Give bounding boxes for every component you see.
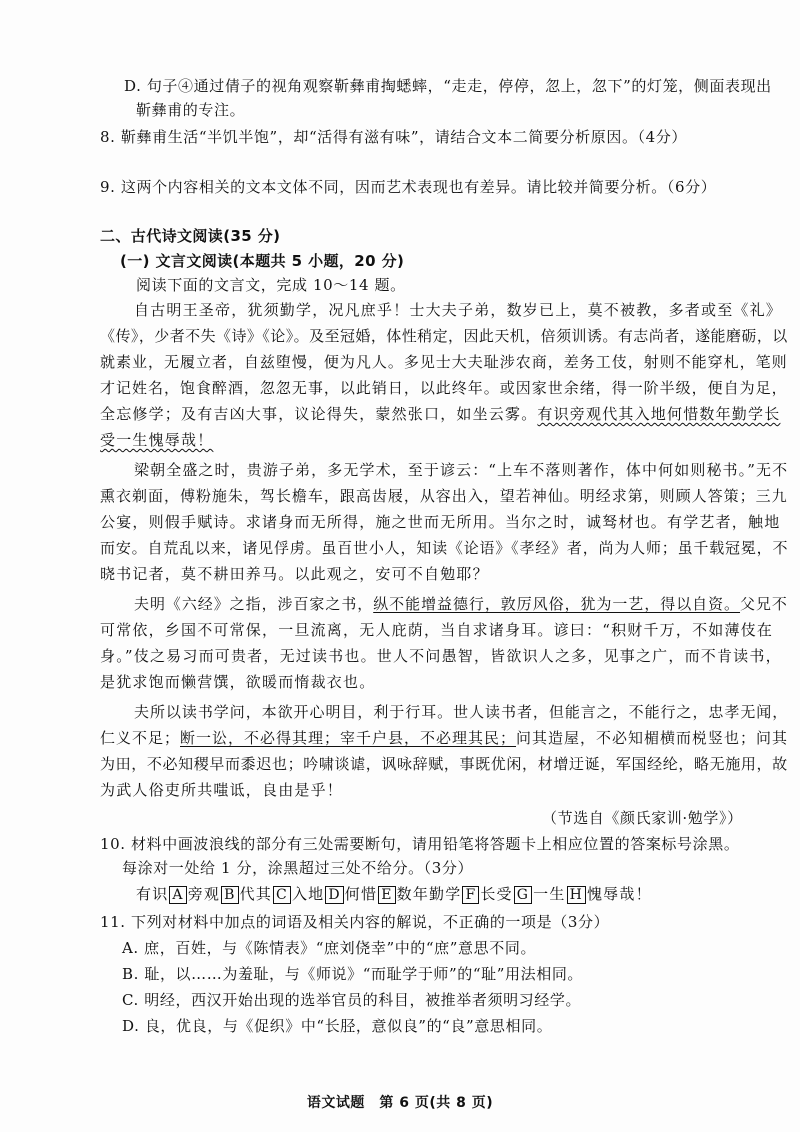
passage-p2-line: 熏衣剃面，傅粉施朱，驾长檐车，跟高齿屐，从容出入，望若神仙。明经求第，则顾人答策；三九 (100, 487, 788, 505)
sentence-segment: 何惜 (344, 885, 378, 903)
passage-p3-line: 身。”伎之易习而可贵者，无过读书也。世人不问愚智，皆欲识人之多，见事之广，而不肯读书， (100, 647, 782, 665)
passage-p1-line: 《传》，少者不失《诗》《论》。及至冠婚，体性稍定，因此天机，倍须训诱。有志尚者，遂能磨砺，以 (100, 327, 788, 345)
page-footer: 语文试题 第 6 页(共 8 页) (306, 1095, 494, 1111)
passage-source: （节选自《颜氏家训·勉学》） (542, 809, 743, 827)
wavy-underlined-text: 有识旁观代其入地何惜数年勤学长 (537, 405, 781, 423)
passage-p3-line: 是犹求饱而懒营馔，欲暖而惰裁衣也。 (100, 673, 376, 691)
passage-p4-line: 为武人俗吏所共嗤诋，良由是乎！ (100, 781, 344, 799)
q7-option-d-line2: 靳彝甫的专注。 (136, 101, 246, 119)
break-option-d[interactable]: D (325, 886, 343, 904)
sentence-segment: 愧辱哉！ (586, 885, 652, 903)
underlined-text: 断一讼，不必得其理；宰千户县，不必理其民； (180, 729, 517, 747)
sentence-segment: 代其 (239, 885, 273, 903)
sentence-segment: 长受 (480, 885, 513, 903)
question-9: 9. 这两个内容相关的文本文体不同，因而艺术表现也有差异。请比较并简要分析。（6分） (100, 178, 717, 196)
question-11: 11. 下列对材料中加点的词语及相关内容的解说，不正确的一项是（3分） (100, 913, 610, 931)
passage-p1-line (100, 430, 213, 450)
q7-option-d-line1: D. 句子④通过倩子的视角观察靳彝甫掏蟋蟀，“走走，停停，忽上，忽下”的灯笼，侧面表现出 (124, 77, 772, 95)
question-8: 8. 靳彝甫生活“半饥半饱”，却“活得有滋有味”，请结合文本二简要分析原因。（4分） (100, 128, 688, 146)
break-option-e[interactable]: E (378, 886, 395, 904)
underlined-text: 纵不能增益德行，敦厉风俗，犹为一艺，得以自资。 (373, 595, 741, 613)
question-11-option-d[interactable]: D. 良，优良，与《促织》中“长胫，意似良”的“良”意思相同。 (122, 1017, 553, 1035)
passage-p3-line: 可常依，乡国不可常保，一旦流离，无人庇荫，当自求诸身耳。谚曰：“积财千万，不如薄伎在 (100, 621, 774, 639)
passage-p3-line (134, 594, 788, 614)
break-option-f[interactable]: F (462, 886, 479, 904)
passage-text: 仁义不足； (100, 729, 181, 747)
sentence-segment: 一生 (533, 885, 566, 903)
passage-p1-line: 自古明王圣帝，犹须勤学，况凡庶乎！士大夫子弟，数岁已上，莫不被教，多者或至《礼》 (134, 301, 783, 319)
reading-instruction: 阅读下面的文言文，完成 10～14 题。 (136, 276, 406, 294)
question-10: 10. 材料中画波浪线的部分有三处需要断句，请用铅笔将答题卡上相应位置的答案标号涂黑。 (100, 835, 740, 853)
sentence-segment: 旁观 (187, 885, 221, 903)
break-option-c[interactable]: C (273, 886, 291, 904)
passage-text: 夫明《六经》之指，涉百家之书， (134, 595, 374, 613)
passage-p2-line: 梁朝全盛之时，贵游子弟，多无学术，至于谚云：“上车不落则著作，体中何如则秘书。”无不 (134, 461, 789, 479)
section-title: 二、古代诗文阅读(35 分) (100, 227, 281, 245)
subsection-title: (一) 文言文阅读(本题共 5 小题，20 分) (120, 252, 405, 270)
passage-p1-line: 就素业，无履立者，自兹堕慢，便为凡人。多见士大夫耻涉农商，差务工伎，射则不能穿札，笔则 (100, 353, 788, 371)
break-option-b[interactable]: B (221, 886, 239, 904)
passage-text: 父兄不 (740, 595, 788, 613)
wavy-underlined-text: 受一生愧辱哉！ (100, 431, 214, 449)
passage-text: 全忘修学；及有吉凶大事，议论得失，蒙然张口，如坐云雾。 (100, 405, 538, 423)
question-10-sentence (136, 884, 652, 904)
question-11-option-a[interactable]: A. 庶，百姓，与《陈情表》“庶刘侥幸”中的“庶”意思不同。 (122, 939, 537, 957)
break-option-h[interactable]: H (567, 886, 586, 904)
passage-p4-line (100, 728, 788, 748)
passage-p2-line: 而安。自荒乱以来，诸见俘虏。虽百世小人，知读《论语》《孝经》者，尚为人师；虽千载冠冕，不 (100, 539, 789, 557)
passage-p4-line: 夫所以读书学问，本欲开心明目，利于行耳。世人读书者，但能言之，不能行之，忠孝无闻， (134, 703, 789, 721)
passage-p1-line: 才记姓名，饱食醉酒，忽忽无事，以此销日，以此终年。或因家世余绪，得一阶半级，便自为足， (100, 379, 788, 397)
question-11-option-b[interactable]: B. 耻，以……为羞耻，与《师说》“而耻学于师”的“耻”用法相同。 (122, 965, 584, 983)
passage-p2-line: 公宴，则假手赋诗。求诸身而无所得，施之世而无所用。当尔之时，诚驽材也。有学艺者，触地 (100, 513, 781, 531)
passage-p4-line: 为田，不必知稷早而黍迟也；吟啸谈谑，讽咏辞赋，事既优闲，材增迂诞，军国经纶，略无施用，故 (100, 755, 788, 773)
passage-p1-line (100, 404, 780, 424)
sentence-segment: 入地 (291, 885, 325, 903)
passage-p2-line: 晓书记者，莫不耕田养马。以此观之，安可不自勉耶？ (100, 565, 489, 583)
break-option-g[interactable]: G (514, 886, 532, 904)
sentence-segment: 数年勤学 (396, 885, 462, 903)
question-11-option-c[interactable]: C. 明经，西汉开始出现的选举官员的科目，被推举者须明习经学。 (122, 991, 582, 1009)
break-option-a[interactable]: A (169, 886, 186, 904)
sentence-segment: 有识 (136, 885, 169, 903)
passage-text: 问其造屋，不必知楣横而棁竖也；问其 (516, 729, 789, 747)
question-10-scoring: 每涂对一处给 1 分，涂黑超过三处不给分。（3分） (122, 859, 474, 877)
